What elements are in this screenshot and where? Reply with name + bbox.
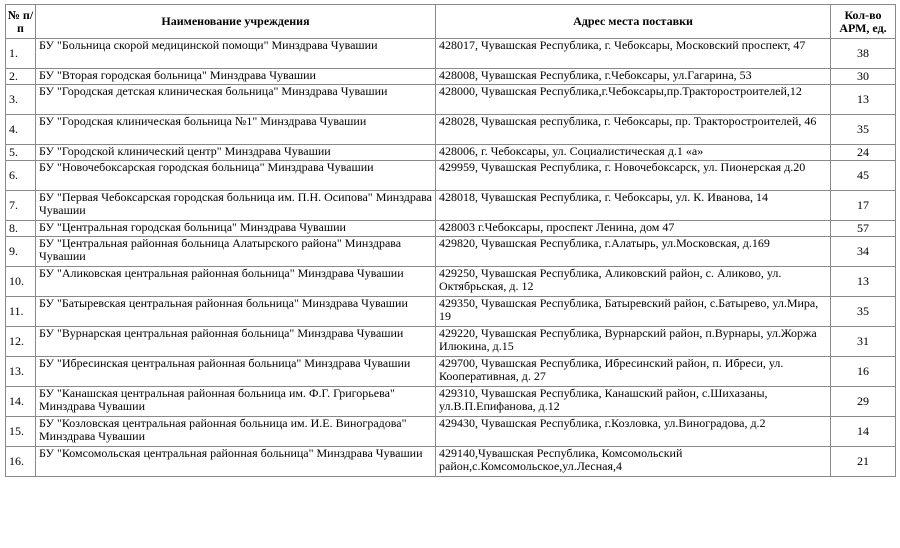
cell-num: 10. xyxy=(6,267,36,297)
cell-qty: 35 xyxy=(831,115,896,145)
header-name: Наименование учреждения xyxy=(36,5,436,39)
cell-num: 13. xyxy=(6,357,36,387)
cell-num: 11. xyxy=(6,297,36,327)
cell-num: 1. xyxy=(6,39,36,69)
cell-num: 14. xyxy=(6,387,36,417)
table-row xyxy=(6,39,896,69)
cell-num: 9. xyxy=(6,237,36,267)
cell-name: БУ "Первая Чебоксарская городская больница им. П.Н. Осипова" Минздрава Чувашии xyxy=(36,191,436,221)
table-row xyxy=(6,447,896,477)
cell-qty: 35 xyxy=(831,297,896,327)
table-row xyxy=(6,417,896,447)
cell-name: БУ "Ибресинская центральная районная больница" Минздрава Чувашии xyxy=(36,357,436,387)
cell-qty: 21 xyxy=(831,447,896,477)
cell-address: 429220, Чувашская Республика, Вурнарский район, п.Вурнары, ул.Жоржа Илюкина, д.15 xyxy=(436,327,831,357)
table-header-row xyxy=(6,5,896,39)
cell-qty: 14 xyxy=(831,417,896,447)
cell-qty: 29 xyxy=(831,387,896,417)
table-row xyxy=(6,327,896,357)
cell-address: 428003 г.Чебоксары, проспект Ленина, дом 47 xyxy=(436,221,831,237)
cell-num: 16. xyxy=(6,447,36,477)
cell-address: 428006, г. Чебоксары, ул. Социалистическая д.1 «а» xyxy=(436,145,831,161)
cell-name: БУ "Канашская центральная районная больница им. Ф.Г. Григорьева" Минздрава Чувашии xyxy=(36,387,436,417)
cell-num: 5. xyxy=(6,145,36,161)
cell-name: БУ "Городской клинический центр" Минздрава Чувашии xyxy=(36,145,436,161)
cell-qty: 34 xyxy=(831,237,896,267)
cell-name: БУ "Батыревская центральная районная больница" Минздрава Чувашии xyxy=(36,297,436,327)
cell-name: БУ "Центральная городская больница" Минздрава Чувашии xyxy=(36,221,436,237)
cell-qty: 24 xyxy=(831,145,896,161)
cell-name: БУ "Козловская центральная районная больница им. И.Е. Виноградова" Минздрава Чувашии xyxy=(36,417,436,447)
cell-address: 429430, Чувашская Республика, г.Козловка, ул.Виноградова, д.2 xyxy=(436,417,831,447)
cell-address: 429350, Чувашская Республика, Батыревский район, с.Батырево, ул.Мира, 19 xyxy=(436,297,831,327)
cell-name: БУ "Комсомольская центральная районная больница" Минздрава Чувашии xyxy=(36,447,436,477)
cell-address: 428000, Чувашская Республика,г.Чебоксары,пр.Тракторостроителей,12 xyxy=(436,85,831,115)
cell-name: БУ "Аликовская центральная районная больница" Минздрава Чувашии xyxy=(36,267,436,297)
cell-address: 429820, Чувашская Республика, г.Алатырь, ул.Московская, д.169 xyxy=(436,237,831,267)
header-address: Адрес места поставки xyxy=(436,5,831,39)
cell-name: БУ "Городская детская клиническая больница" Минздрава Чувашии xyxy=(36,85,436,115)
header-qty: Кол-во АРМ, ед. xyxy=(831,5,896,39)
table-body xyxy=(6,39,896,477)
table-row xyxy=(6,145,896,161)
cell-qty: 17 xyxy=(831,191,896,221)
table-row xyxy=(6,387,896,417)
table-row xyxy=(6,85,896,115)
cell-num: 15. xyxy=(6,417,36,447)
cell-qty: 38 xyxy=(831,39,896,69)
cell-address: 428028, Чувашская республика, г. Чебоксары, пр. Тракторостроителей, 46 xyxy=(436,115,831,145)
cell-address: 429959, Чувашская Республика, г. Новочебоксарск, ул. Пионерская д.20 xyxy=(436,161,831,191)
cell-name: БУ "Новочебоксарская городская больница" Минздрава Чувашии xyxy=(36,161,436,191)
cell-qty: 13 xyxy=(831,85,896,115)
cell-address: 428018, Чувашская Республика, г. Чебоксары, ул. К. Иванова, 14 xyxy=(436,191,831,221)
cell-qty: 13 xyxy=(831,267,896,297)
cell-address: 429700, Чувашская Республика, Ибресинский район, п. Ибреси, ул. Кооперативная, д. 27 xyxy=(436,357,831,387)
cell-num: 7. xyxy=(6,191,36,221)
cell-num: 6. xyxy=(6,161,36,191)
cell-address: 428017, Чувашская Республика, г. Чебоксары, Московский проспект, 47 xyxy=(436,39,831,69)
cell-qty: 31 xyxy=(831,327,896,357)
header-num: № п/п xyxy=(6,5,36,39)
cell-address: 428008, Чувашская Республика, г.Чебоксары, ул.Гагарина, 53 xyxy=(436,69,831,85)
cell-name: БУ "Вторая городская больница" Минздрава Чувашии xyxy=(36,69,436,85)
cell-num: 12. xyxy=(6,327,36,357)
cell-qty: 45 xyxy=(831,161,896,191)
table-row xyxy=(6,191,896,221)
cell-num: 3. xyxy=(6,85,36,115)
cell-name: БУ "Вурнарская центральная районная больница" Минздрава Чувашии xyxy=(36,327,436,357)
table-row xyxy=(6,237,896,267)
table-row xyxy=(6,69,896,85)
institutions-table xyxy=(5,4,896,477)
cell-name: БУ "Городская клиническая больница №1" Минздрава Чувашии xyxy=(36,115,436,145)
cell-address: 429140,Чувашская Республика, Комсомольский район,с.Комсомольское,ул.Лесная,4 xyxy=(436,447,831,477)
cell-address: 429250, Чувашская Республика, Аликовский район, с. Аликово, ул. Октябрьская, д. 12 xyxy=(436,267,831,297)
cell-num: 2. xyxy=(6,69,36,85)
cell-num: 8. xyxy=(6,221,36,237)
cell-qty: 57 xyxy=(831,221,896,237)
table-row xyxy=(6,115,896,145)
document-page xyxy=(5,4,895,477)
table-row xyxy=(6,267,896,297)
cell-name: БУ "Больница скорой медицинской помощи" Минздрава Чувашии xyxy=(36,39,436,69)
table-row xyxy=(6,221,896,237)
table-row xyxy=(6,357,896,387)
cell-num: 4. xyxy=(6,115,36,145)
table-row xyxy=(6,297,896,327)
cell-qty: 30 xyxy=(831,69,896,85)
cell-address: 429310, Чувашская Республика, Канашский район, с.Шихазаны, ул.В.П.Епифанова, д.12 xyxy=(436,387,831,417)
cell-name: БУ "Центральная районная больница Алатырского района" Минздрава Чувашии xyxy=(36,237,436,267)
cell-qty: 16 xyxy=(831,357,896,387)
table-row xyxy=(6,161,896,191)
